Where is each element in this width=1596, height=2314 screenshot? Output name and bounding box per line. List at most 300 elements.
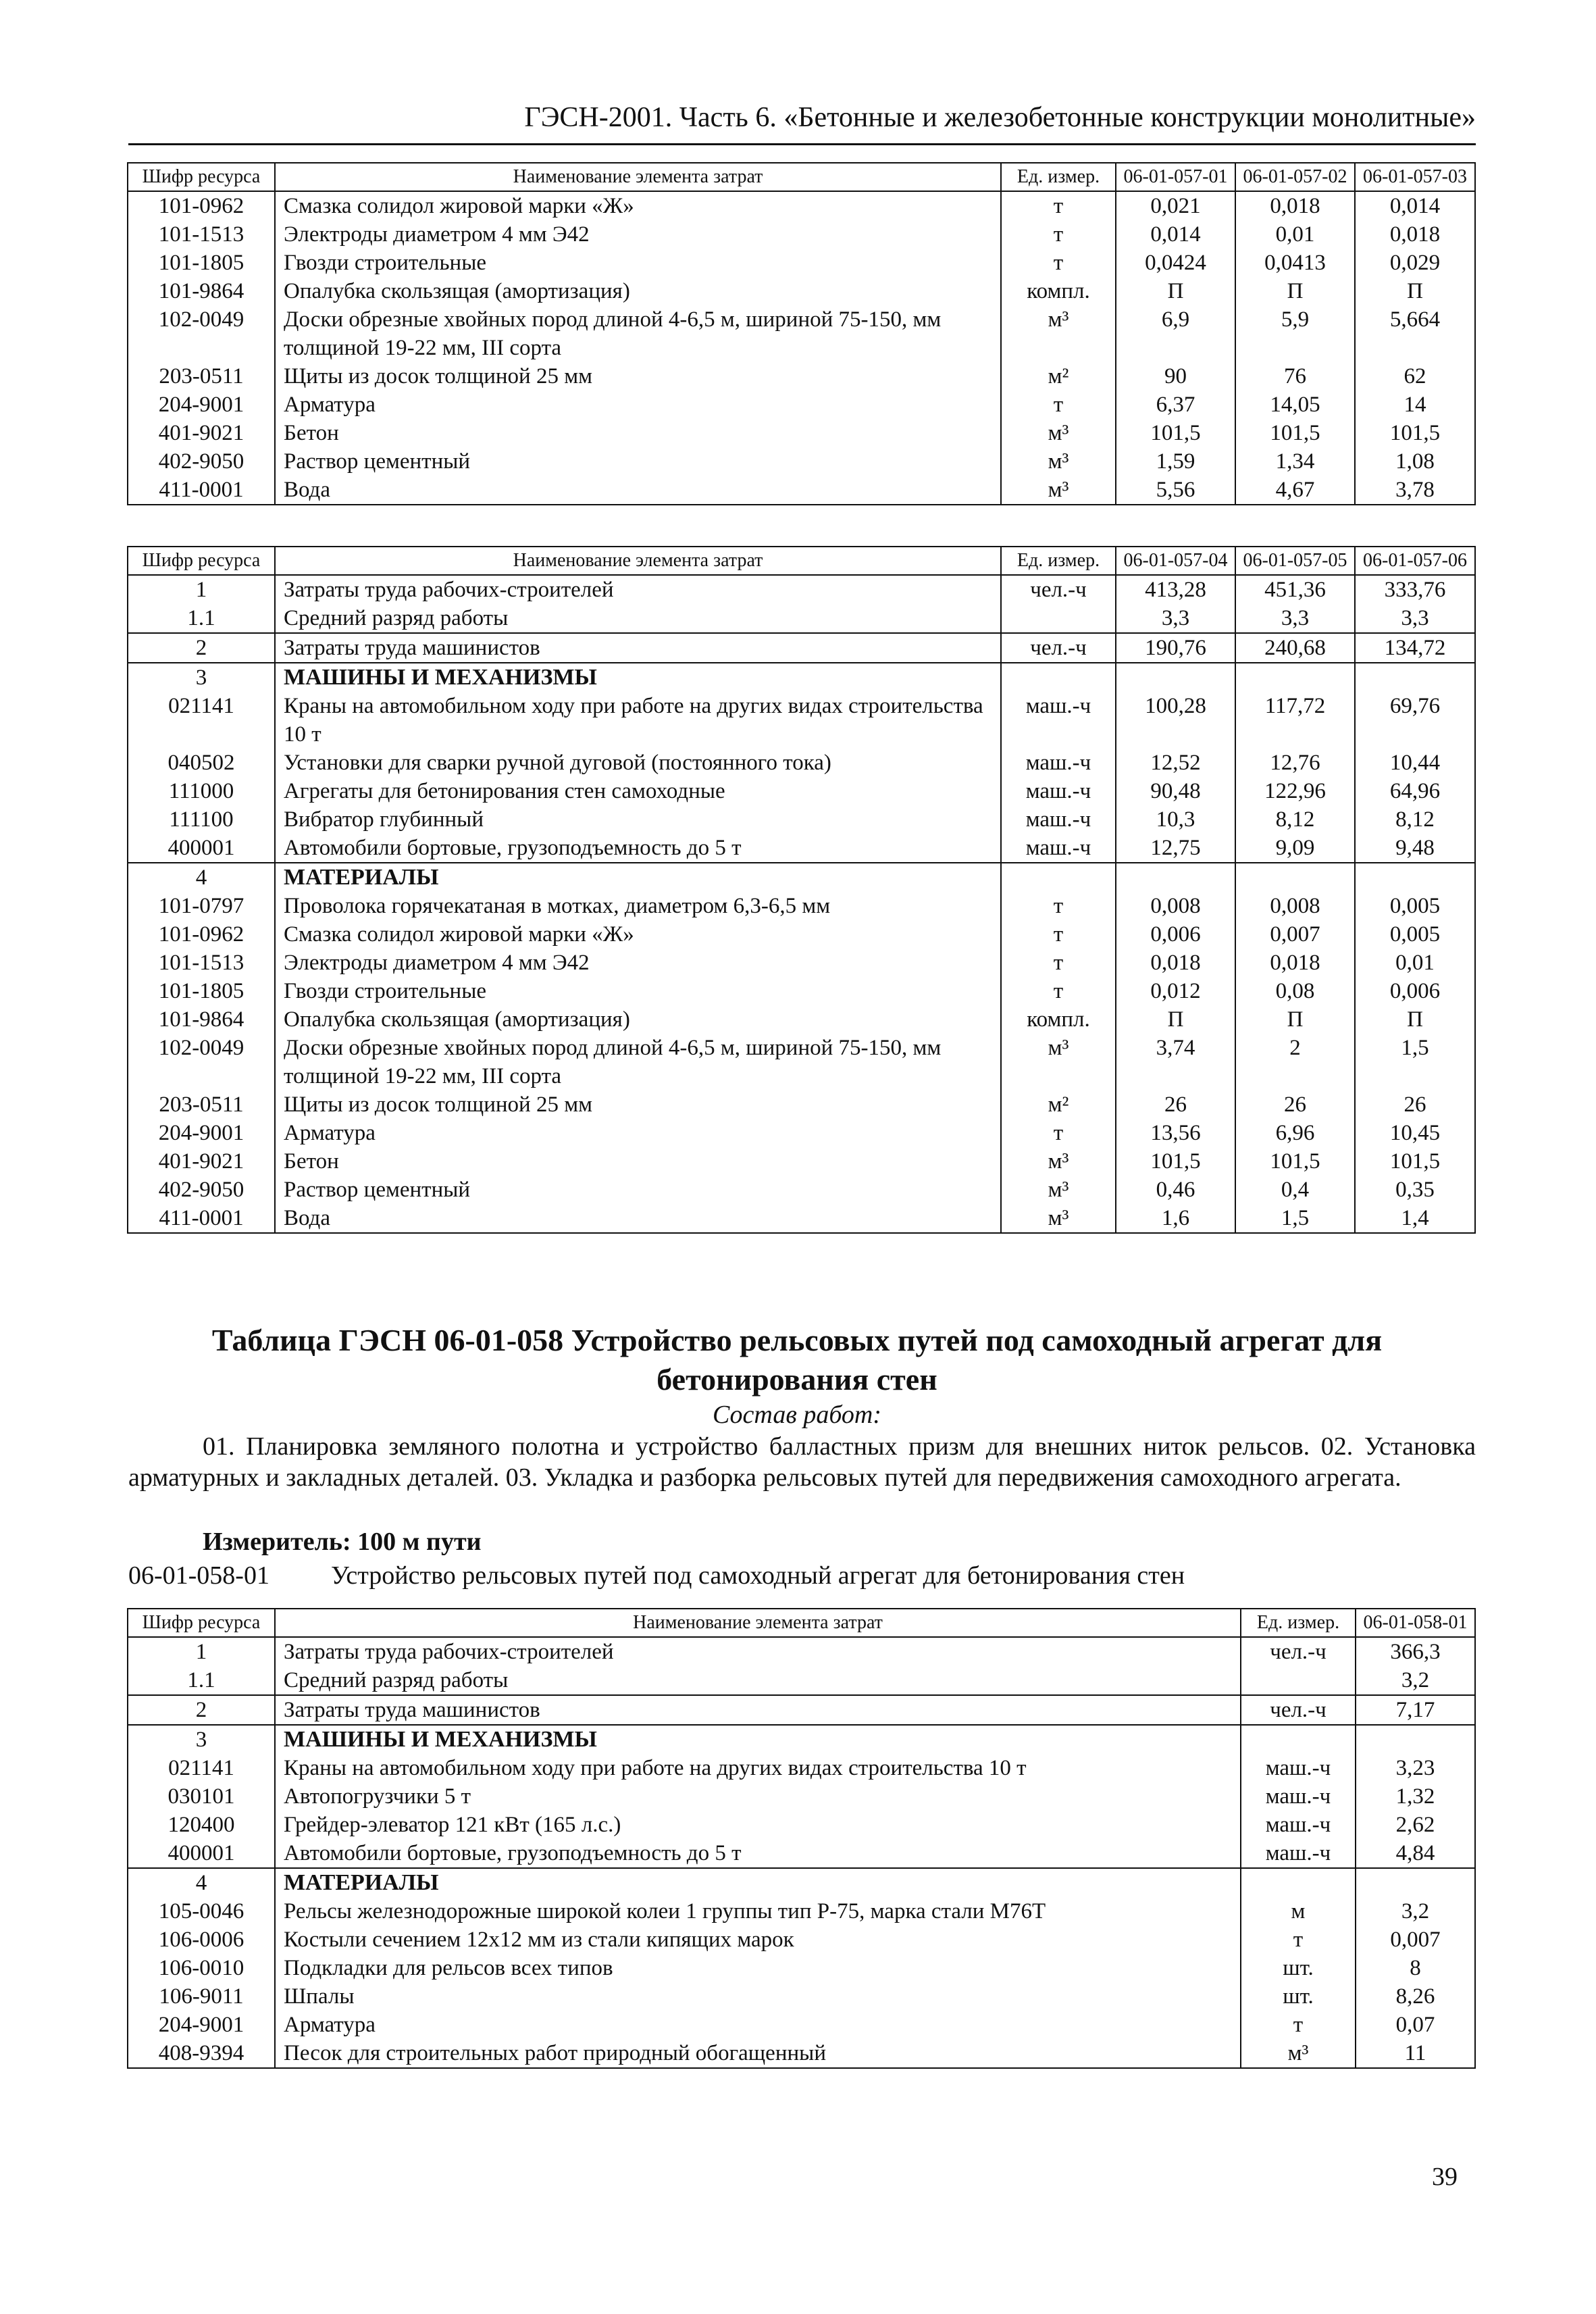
unit-cell: компл. bbox=[1001, 1005, 1116, 1034]
table-row bbox=[128, 1005, 1475, 1034]
col-header-code: Шифр ресурса bbox=[128, 163, 275, 191]
table-row bbox=[128, 1926, 1475, 1954]
resource-name-cell: Автопогрузчики 5 т bbox=[275, 1782, 1241, 1811]
col-header-norm: 06-01-058-01 bbox=[1356, 1609, 1475, 1637]
norm-value-cell: 69,76 bbox=[1355, 692, 1475, 749]
resource-name-cell: Электроды диаметром 4 мм Э42 bbox=[275, 220, 1001, 249]
unit-cell: м³ bbox=[1001, 447, 1116, 476]
resource-code-cell: 411-0001 bbox=[128, 1204, 275, 1233]
col-header-norm: 06-01-057-04 bbox=[1116, 547, 1235, 575]
resource-name-cell: Установки для сварки ручной дуговой (постоянного тока) bbox=[275, 749, 1001, 777]
table-row bbox=[128, 575, 1475, 604]
resource-code-cell: 021141 bbox=[128, 692, 275, 749]
norm-value-cell: 0,008 bbox=[1235, 892, 1355, 920]
resource-code-cell: 102-0049 bbox=[128, 1034, 275, 1090]
col-header-norm: 06-01-057-01 bbox=[1116, 163, 1235, 191]
col-header-name: Наименование элемента затрат bbox=[275, 163, 1001, 191]
norm-value-cell: 5,56 bbox=[1116, 476, 1235, 505]
table-row bbox=[128, 1147, 1475, 1176]
resource-name-cell: Песок для строительных работ природный обогащенный bbox=[275, 2039, 1241, 2068]
norm-value-cell: 1,6 bbox=[1116, 1204, 1235, 1233]
unit-cell: шт. bbox=[1241, 1954, 1356, 1982]
norm-value-cell: 10,44 bbox=[1355, 749, 1475, 777]
resource-name-cell: Краны на автомобильном ходу при работе на других видах строительства 10 т bbox=[275, 692, 1001, 749]
unit-cell: чел.-ч bbox=[1001, 633, 1116, 663]
resource-table-057-04-06 bbox=[127, 546, 1476, 1234]
resource-name-cell: Опалубка скользящая (амортизация) bbox=[275, 277, 1001, 305]
unit-cell: т bbox=[1241, 2011, 1356, 2039]
col-header-norm: 06-01-057-02 bbox=[1235, 163, 1355, 191]
resource-code-cell: 204-9001 bbox=[128, 1119, 275, 1147]
table-row bbox=[128, 249, 1475, 277]
table-row bbox=[128, 977, 1475, 1005]
resource-code-cell: 021141 bbox=[128, 1754, 275, 1782]
resource-code-cell: 101-1513 bbox=[128, 220, 275, 249]
resource-name-cell: Агрегаты для бетонирования стен самоходные bbox=[275, 777, 1001, 805]
norm-value-cell: 1,59 bbox=[1116, 447, 1235, 476]
col-header-norm: 06-01-057-05 bbox=[1235, 547, 1355, 575]
resource-name-cell: Средний разряд работы bbox=[275, 604, 1001, 633]
table-row bbox=[128, 2039, 1475, 2068]
norm-value-cell: 11 bbox=[1356, 2039, 1475, 2068]
norm-value-cell: 117,72 bbox=[1235, 692, 1355, 749]
norm-value-cell: 333,76 bbox=[1355, 575, 1475, 604]
unit-cell: м³ bbox=[1001, 1147, 1116, 1176]
table-row bbox=[128, 1982, 1475, 2011]
table-row bbox=[128, 220, 1475, 249]
col-header-unit: Ед. измер. bbox=[1001, 547, 1116, 575]
resource-code-cell: 040502 bbox=[128, 749, 275, 777]
table-row bbox=[128, 1090, 1475, 1119]
unit-cell: компл. bbox=[1001, 277, 1116, 305]
resource-code-cell: 400001 bbox=[128, 834, 275, 863]
unit-cell: маш.-ч bbox=[1001, 692, 1116, 749]
resource-name-cell: Рельсы железнодорожные широкой колеи 1 группы тип Р-75, марка стали М76Т bbox=[275, 1897, 1241, 1926]
resource-code-cell: 101-0797 bbox=[128, 892, 275, 920]
unit-cell: м³ bbox=[1001, 1034, 1116, 1090]
norm-value-cell: 2 bbox=[1235, 1034, 1355, 1090]
norm-value-cell: 3,3 bbox=[1355, 604, 1475, 633]
resource-code-cell: 1.1 bbox=[128, 604, 275, 633]
table-row bbox=[128, 604, 1475, 633]
table-row bbox=[128, 777, 1475, 805]
unit-cell: чел.-ч bbox=[1241, 1695, 1356, 1725]
resource-code-cell: 1.1 bbox=[128, 1666, 275, 1695]
norm-code-line bbox=[128, 1561, 1185, 1590]
table-header-row bbox=[128, 163, 1475, 191]
unit-cell: маш.-ч bbox=[1001, 777, 1116, 805]
resource-code-cell: 106-9011 bbox=[128, 1982, 275, 2011]
work-composition-label: Состав работ: bbox=[712, 1401, 882, 1429]
norm-value-cell: 1,08 bbox=[1355, 447, 1475, 476]
table-row bbox=[128, 633, 1475, 663]
running-header: ГЭСН-2001. Часть 6. «Бетонные и железобетонные конструкции монолитные» bbox=[128, 101, 1476, 145]
norm-value-cell: 76 bbox=[1235, 362, 1355, 391]
table-row bbox=[128, 1119, 1475, 1147]
resource-code-cell: 4 bbox=[128, 1868, 275, 1897]
norm-value-cell: 90,48 bbox=[1116, 777, 1235, 805]
resource-name-cell: Подкладки для рельсов всех типов bbox=[275, 1954, 1241, 1982]
resource-name-cell: Электроды диаметром 4 мм Э42 bbox=[275, 949, 1001, 977]
resource-code-cell: 106-0010 bbox=[128, 1954, 275, 1982]
norm-value-cell bbox=[1356, 1725, 1475, 1754]
norm-value-cell: 4,84 bbox=[1356, 1839, 1475, 1868]
norm-value-cell: 0,0424 bbox=[1116, 249, 1235, 277]
norm-value-cell: 0,007 bbox=[1356, 1926, 1475, 1954]
norm-value-cell: 101,5 bbox=[1355, 419, 1475, 447]
unit-cell bbox=[1241, 1868, 1356, 1897]
norm-value-cell: 9,09 bbox=[1235, 834, 1355, 863]
norm-value-cell: 13,56 bbox=[1116, 1119, 1235, 1147]
resource-code-cell: 101-0962 bbox=[128, 920, 275, 949]
resource-name-cell: Затраты труда рабочих-строителей bbox=[275, 1637, 1241, 1666]
unit-cell: м bbox=[1241, 1897, 1356, 1926]
norm-value-cell: 26 bbox=[1235, 1090, 1355, 1119]
table-row bbox=[128, 1868, 1475, 1897]
resource-name-cell: Арматура bbox=[275, 1119, 1001, 1147]
unit-cell: шт. bbox=[1241, 1982, 1356, 2011]
resource-name-cell: Вибратор глубинный bbox=[275, 805, 1001, 834]
table-row bbox=[128, 949, 1475, 977]
table-row bbox=[128, 1034, 1475, 1090]
col-header-norm: 06-01-057-03 bbox=[1355, 163, 1475, 191]
norm-value-cell: 101,5 bbox=[1235, 419, 1355, 447]
table-row bbox=[128, 920, 1475, 949]
norm-value-cell: 14 bbox=[1355, 391, 1475, 419]
norm-code: 06-01-058-01 bbox=[128, 1561, 269, 1590]
unit-cell: т bbox=[1001, 977, 1116, 1005]
table-row bbox=[128, 277, 1475, 305]
norm-value-cell: 3,23 bbox=[1356, 1754, 1475, 1782]
norm-value-cell: 0,35 bbox=[1355, 1176, 1475, 1204]
norm-value-cell: 4,67 bbox=[1235, 476, 1355, 505]
unit-cell: чел.-ч bbox=[1001, 575, 1116, 604]
norm-value-cell: 101,5 bbox=[1235, 1147, 1355, 1176]
norm-value-cell: 8,12 bbox=[1355, 805, 1475, 834]
resource-name-cell: Затраты труда машинистов bbox=[275, 633, 1001, 663]
norm-value-cell: 134,72 bbox=[1355, 633, 1475, 663]
unit-cell: т bbox=[1001, 391, 1116, 419]
resource-name-cell: Автомобили бортовые, грузоподъемность до 5 т bbox=[275, 834, 1001, 863]
unit-cell: маш.-ч bbox=[1001, 805, 1116, 834]
norm-value-cell: 90 bbox=[1116, 362, 1235, 391]
col-header-code: Шифр ресурса bbox=[128, 547, 275, 575]
norm-value-cell: 10,3 bbox=[1116, 805, 1235, 834]
norm-value-cell: 3,3 bbox=[1116, 604, 1235, 633]
norm-value-cell: 0,01 bbox=[1235, 220, 1355, 249]
resource-name-cell: Затраты труда рабочих-строителей bbox=[275, 575, 1001, 604]
norm-value-cell: 0,007 bbox=[1235, 920, 1355, 949]
resource-code-cell: 203-0511 bbox=[128, 1090, 275, 1119]
table-row bbox=[128, 749, 1475, 777]
measurement-unit: Измеритель: 100 м пути bbox=[203, 1528, 482, 1556]
table-row bbox=[128, 1666, 1475, 1695]
table-row bbox=[128, 805, 1475, 834]
unit-cell bbox=[1241, 1666, 1356, 1695]
resource-name-cell: Смазка солидол жировой марки «Ж» bbox=[275, 191, 1001, 220]
resource-name-cell: Опалубка скользящая (амортизация) bbox=[275, 1005, 1001, 1034]
norm-value-cell: 0,008 bbox=[1116, 892, 1235, 920]
resource-name-cell: МАТЕРИАЛЫ bbox=[275, 1868, 1241, 1897]
norm-value-cell: 0,005 bbox=[1355, 920, 1475, 949]
resource-code-cell: 400001 bbox=[128, 1839, 275, 1868]
resource-code-cell: 106-0006 bbox=[128, 1926, 275, 1954]
norm-value-cell: 10,45 bbox=[1355, 1119, 1475, 1147]
norm-value-cell: 3,78 bbox=[1355, 476, 1475, 505]
resource-code-cell: 111100 bbox=[128, 805, 275, 834]
unit-cell: маш.-ч bbox=[1241, 1754, 1356, 1782]
norm-value-cell bbox=[1355, 663, 1475, 692]
resource-name-cell: Доски обрезные хвойных пород длиной 4-6,5 м, шириной 75-150, мм толщиной 19-22 мм, III сорта bbox=[275, 1034, 1001, 1090]
norm-value-cell bbox=[1356, 1868, 1475, 1897]
table-row bbox=[128, 447, 1475, 476]
norm-value-cell: 3,74 bbox=[1116, 1034, 1235, 1090]
norm-value-cell: 101,5 bbox=[1116, 1147, 1235, 1176]
resource-name-cell: Затраты труда машинистов bbox=[275, 1695, 1241, 1725]
norm-value-cell: 0,006 bbox=[1355, 977, 1475, 1005]
norm-value-cell: 12,52 bbox=[1116, 749, 1235, 777]
norm-value-cell bbox=[1116, 663, 1235, 692]
unit-cell: т bbox=[1001, 191, 1116, 220]
norm-value-cell: 0,018 bbox=[1235, 949, 1355, 977]
resource-code-cell: 111000 bbox=[128, 777, 275, 805]
norm-value-cell: 3,2 bbox=[1356, 1897, 1475, 1926]
table-row bbox=[128, 1695, 1475, 1725]
page-number: 39 bbox=[1432, 2163, 1458, 2191]
table-row bbox=[128, 1782, 1475, 1811]
norm-value-cell: 190,76 bbox=[1116, 633, 1235, 663]
norm-value-cell bbox=[1355, 863, 1475, 892]
resource-name-cell: Раствор цементный bbox=[275, 1176, 1001, 1204]
norm-value-cell: 0,018 bbox=[1116, 949, 1235, 977]
unit-cell: чел.-ч bbox=[1241, 1637, 1356, 1666]
norm-value-cell: 0,005 bbox=[1355, 892, 1475, 920]
resource-code-cell: 204-9001 bbox=[128, 391, 275, 419]
resource-code-cell: 402-9050 bbox=[128, 1176, 275, 1204]
norm-value-cell: 451,36 bbox=[1235, 575, 1355, 604]
resource-name-cell: Бетон bbox=[275, 1147, 1001, 1176]
resource-name-cell: Раствор цементный bbox=[275, 447, 1001, 476]
norm-value-cell: 62 bbox=[1355, 362, 1475, 391]
table-title: Таблица ГЭСН 06-01-058 Устройство рельсовых путей под самоходный агрегат для бетонирования стен bbox=[211, 1323, 1383, 1397]
resource-name-cell: Щиты из досок толщиной 25 мм bbox=[275, 362, 1001, 391]
norm-value-cell: 0,014 bbox=[1355, 191, 1475, 220]
norm-value-cell: П bbox=[1235, 277, 1355, 305]
table-row bbox=[128, 892, 1475, 920]
resource-code-cell: 120400 bbox=[128, 1811, 275, 1839]
col-header-code: Шифр ресурса bbox=[128, 1609, 275, 1637]
norm-value-cell: 3,3 bbox=[1235, 604, 1355, 633]
norm-value-cell: 0,018 bbox=[1355, 220, 1475, 249]
resource-name-cell: Щиты из досок толщиной 25 мм bbox=[275, 1090, 1001, 1119]
resource-name-cell: Бетон bbox=[275, 419, 1001, 447]
unit-cell: т bbox=[1001, 249, 1116, 277]
norm-value-cell: 1,5 bbox=[1355, 1034, 1475, 1090]
resource-code-cell: 401-9021 bbox=[128, 419, 275, 447]
norm-value-cell: 0,01 bbox=[1355, 949, 1475, 977]
resource-code-cell: 204-9001 bbox=[128, 2011, 275, 2039]
norm-value-cell bbox=[1235, 863, 1355, 892]
resource-name-cell: Гвозди строительные bbox=[275, 977, 1001, 1005]
unit-cell: маш.-ч bbox=[1241, 1839, 1356, 1868]
col-header-unit: Ед. измер. bbox=[1001, 163, 1116, 191]
resource-name-cell: Проволока горячекатаная в мотках, диаметром 6,3-6,5 мм bbox=[275, 892, 1001, 920]
norm-value-cell: 413,28 bbox=[1116, 575, 1235, 604]
table-row bbox=[128, 1811, 1475, 1839]
resource-name-cell: Краны на автомобильном ходу при работе на других видах строительства 10 т bbox=[275, 1754, 1241, 1782]
table-row bbox=[128, 692, 1475, 749]
table-row bbox=[128, 1637, 1475, 1666]
table-row bbox=[128, 863, 1475, 892]
resource-table-058-01 bbox=[127, 1608, 1476, 2069]
table-header-row bbox=[128, 1609, 1475, 1637]
resource-code-cell: 411-0001 bbox=[128, 476, 275, 505]
resource-name-cell: Шпалы bbox=[275, 1982, 1241, 2011]
resource-code-cell: 3 bbox=[128, 663, 275, 692]
norm-value-cell: П bbox=[1355, 1005, 1475, 1034]
table-row bbox=[128, 1176, 1475, 1204]
norm-value-cell: П bbox=[1355, 277, 1475, 305]
unit-cell: т bbox=[1001, 892, 1116, 920]
unit-cell: м² bbox=[1001, 362, 1116, 391]
resource-code-cell: 2 bbox=[128, 633, 275, 663]
unit-cell: м³ bbox=[1001, 305, 1116, 362]
work-composition-text: 01. Планировка земляного полотна и устройство балластных призм для внешних ниток рельсов. 02. Установка арматурных и закладных деталей. 03. Укладка и разборка рельсовых путей для передвижения самоходного агрегата. bbox=[128, 1432, 1476, 1492]
resource-name-cell: Костыли сечением 12х12 мм из стали кипящих марок bbox=[275, 1926, 1241, 1954]
norm-value-cell: 6,9 bbox=[1116, 305, 1235, 362]
norm-value-cell bbox=[1116, 863, 1235, 892]
resource-code-cell: 4 bbox=[128, 863, 275, 892]
table-row bbox=[128, 476, 1475, 505]
col-header-name: Наименование элемента затрат bbox=[275, 1609, 1241, 1637]
resource-name-cell: Средний разряд работы bbox=[275, 1666, 1241, 1695]
table-row bbox=[128, 834, 1475, 863]
unit-cell: маш.-ч bbox=[1001, 834, 1116, 863]
resource-code-cell: 1 bbox=[128, 575, 275, 604]
norm-value-cell: 26 bbox=[1355, 1090, 1475, 1119]
unit-cell: т bbox=[1001, 1119, 1116, 1147]
table-row bbox=[128, 663, 1475, 692]
resource-name-cell: МАШИНЫ И МЕХАНИЗМЫ bbox=[275, 663, 1001, 692]
table-row bbox=[128, 362, 1475, 391]
resource-code-cell: 1 bbox=[128, 1637, 275, 1666]
unit-cell: м² bbox=[1001, 1090, 1116, 1119]
norm-value-cell: 0,021 bbox=[1116, 191, 1235, 220]
table-row bbox=[128, 1954, 1475, 1982]
norm-value-cell: 1,32 bbox=[1356, 1782, 1475, 1811]
norm-value-cell: П bbox=[1116, 277, 1235, 305]
resource-table-057-01-03 bbox=[127, 162, 1476, 505]
unit-cell: т bbox=[1001, 920, 1116, 949]
unit-cell: маш.-ч bbox=[1001, 749, 1116, 777]
norm-value-cell: 0,08 bbox=[1235, 977, 1355, 1005]
resource-name-cell: МАТЕРИАЛЫ bbox=[275, 863, 1001, 892]
resource-name-cell: Вода bbox=[275, 476, 1001, 505]
unit-cell bbox=[1001, 863, 1116, 892]
table-row bbox=[128, 391, 1475, 419]
norm-value-cell: 1,4 bbox=[1355, 1204, 1475, 1233]
unit-cell: т bbox=[1001, 220, 1116, 249]
resource-code-cell: 402-9050 bbox=[128, 447, 275, 476]
norm-value-cell: 1,34 bbox=[1235, 447, 1355, 476]
norm-value-cell: 14,05 bbox=[1235, 391, 1355, 419]
resource-name-cell: Автомобили бортовые, грузоподъемность до 5 т bbox=[275, 1839, 1241, 1868]
resource-code-cell: 203-0511 bbox=[128, 362, 275, 391]
resource-name-cell: Арматура bbox=[275, 391, 1001, 419]
norm-value-cell: 240,68 bbox=[1235, 633, 1355, 663]
resource-code-cell: 105-0046 bbox=[128, 1897, 275, 1926]
norm-value-cell: 0,012 bbox=[1116, 977, 1235, 1005]
norm-value-cell: 6,37 bbox=[1116, 391, 1235, 419]
norm-value-cell: 8,26 bbox=[1356, 1982, 1475, 2011]
resource-code-cell: 3 bbox=[128, 1725, 275, 1754]
norm-value-cell: 6,96 bbox=[1235, 1119, 1355, 1147]
unit-cell: м³ bbox=[1001, 1204, 1116, 1233]
unit-cell: м³ bbox=[1241, 2039, 1356, 2068]
unit-cell: т bbox=[1001, 949, 1116, 977]
norm-value-cell: П bbox=[1235, 1005, 1355, 1034]
resource-code-cell: 101-0962 bbox=[128, 191, 275, 220]
unit-cell bbox=[1001, 604, 1116, 633]
norm-value-cell: 366,3 bbox=[1356, 1637, 1475, 1666]
norm-value-cell: 5,664 bbox=[1355, 305, 1475, 362]
resource-code-cell: 101-9864 bbox=[128, 277, 275, 305]
norm-value-cell: 0,0413 bbox=[1235, 249, 1355, 277]
resource-code-cell: 101-1513 bbox=[128, 949, 275, 977]
table-row bbox=[128, 1897, 1475, 1926]
resource-code-cell: 101-9864 bbox=[128, 1005, 275, 1034]
table-row bbox=[128, 305, 1475, 362]
norm-value-cell: 12,76 bbox=[1235, 749, 1355, 777]
resource-code-cell: 101-1805 bbox=[128, 977, 275, 1005]
unit-cell: маш.-ч bbox=[1241, 1782, 1356, 1811]
norm-value-cell: 3,2 bbox=[1356, 1666, 1475, 1695]
table-row bbox=[128, 2011, 1475, 2039]
norm-value-cell: 8,12 bbox=[1235, 805, 1355, 834]
unit-cell: маш.-ч bbox=[1241, 1811, 1356, 1839]
norm-value-cell: 122,96 bbox=[1235, 777, 1355, 805]
norm-value-cell: П bbox=[1116, 1005, 1235, 1034]
norm-value-cell: 0,006 bbox=[1116, 920, 1235, 949]
norm-value-cell: 101,5 bbox=[1355, 1147, 1475, 1176]
col-header-norm: 06-01-057-06 bbox=[1355, 547, 1475, 575]
norm-value-cell: 64,96 bbox=[1355, 777, 1475, 805]
table-row bbox=[128, 1725, 1475, 1754]
norm-value-cell: 5,9 bbox=[1235, 305, 1355, 362]
table-row bbox=[128, 419, 1475, 447]
norm-value-cell: 0,029 bbox=[1355, 249, 1475, 277]
norm-value-cell: 8 bbox=[1356, 1954, 1475, 1982]
norm-value-cell bbox=[1235, 663, 1355, 692]
resource-code-cell: 408-9394 bbox=[128, 2039, 275, 2068]
norm-value-cell: 2,62 bbox=[1356, 1811, 1475, 1839]
resource-name-cell: Смазка солидол жировой марки «Ж» bbox=[275, 920, 1001, 949]
resource-name-cell: Грейдер-элеватор 121 кВт (165 л.с.) bbox=[275, 1811, 1241, 1839]
resource-code-cell: 401-9021 bbox=[128, 1147, 275, 1176]
resource-code-cell: 2 bbox=[128, 1695, 275, 1725]
norm-value-cell: 0,4 bbox=[1235, 1176, 1355, 1204]
resource-code-cell: 030101 bbox=[128, 1782, 275, 1811]
unit-cell: м³ bbox=[1001, 476, 1116, 505]
resource-name-cell: Вода bbox=[275, 1204, 1001, 1233]
table-row bbox=[128, 1839, 1475, 1868]
table-row bbox=[128, 1204, 1475, 1233]
unit-cell bbox=[1241, 1725, 1356, 1754]
norm-value-cell: 0,018 bbox=[1235, 191, 1355, 220]
unit-cell: м³ bbox=[1001, 419, 1116, 447]
resource-name-cell: Гвозди строительные bbox=[275, 249, 1001, 277]
resource-code-cell: 101-1805 bbox=[128, 249, 275, 277]
